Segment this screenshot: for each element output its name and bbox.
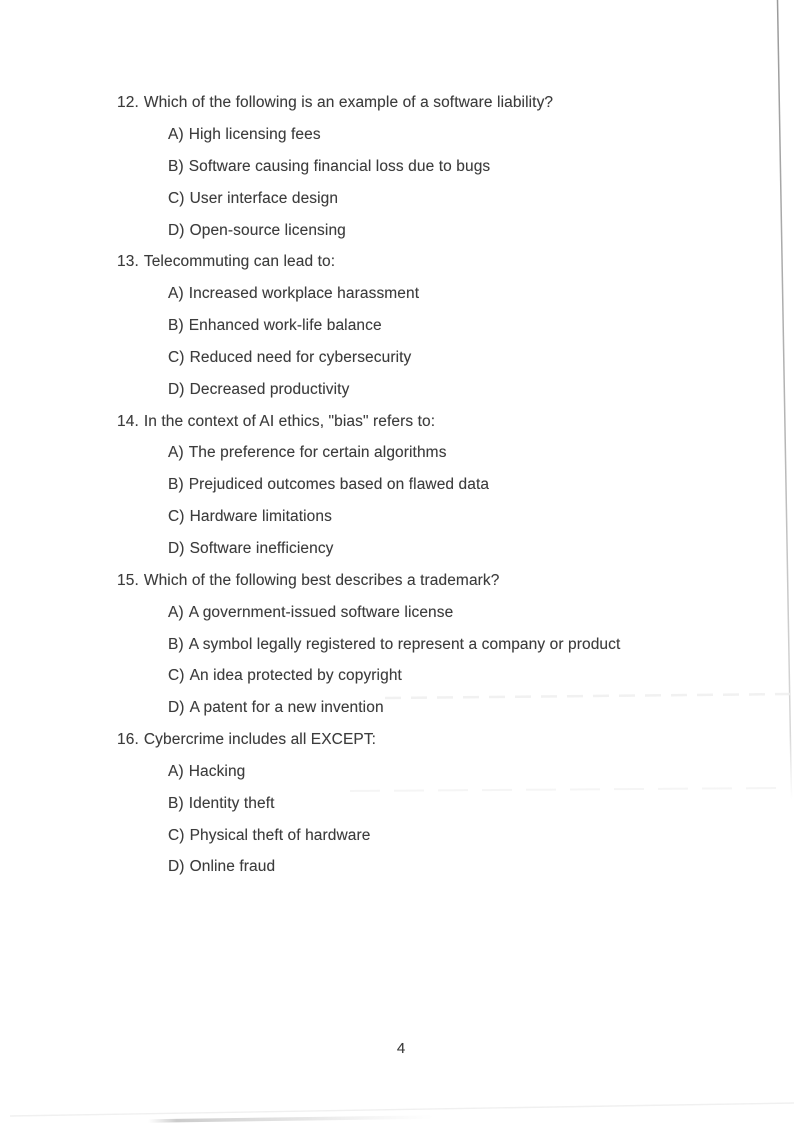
option-text: Enhanced work-life balance — [188, 317, 382, 335]
option-label: A) — [168, 762, 184, 780]
option-text: The preference for certain algorithms — [188, 444, 447, 462]
option-text: Open-source licensing — [189, 221, 346, 239]
option-label: C) — [168, 667, 185, 685]
option-label: A) — [168, 444, 184, 462]
option-text: Reduced need for cybersecurity — [189, 348, 412, 366]
option-text: Software inefficiency — [189, 539, 334, 557]
option-label: C) — [168, 348, 185, 366]
option-label: D) — [168, 539, 185, 557]
question-list — [0, 87, 794, 883]
question-number: 13. — [117, 253, 139, 271]
bottom-page-edge-line — [10, 1103, 794, 1116]
question-text: Telecommuting can lead to: — [143, 253, 336, 271]
question-text: Which of the following best describes a trademark? — [143, 571, 500, 589]
option-label: C) — [168, 189, 185, 207]
question-15-option-a — [0, 597, 794, 629]
question-number: 16. — [117, 731, 139, 749]
question-12-option-c — [0, 183, 794, 215]
question-12-option-d — [0, 214, 794, 246]
option-label: B) — [168, 476, 184, 494]
option-text: High licensing fees — [188, 126, 321, 144]
question-number: 15. — [117, 571, 139, 589]
question-number: 12. — [117, 94, 139, 112]
option-label: B) — [168, 794, 184, 812]
question-14 — [0, 405, 794, 437]
option-label: D) — [168, 858, 185, 876]
option-text: Identity theft — [188, 794, 275, 812]
option-label: A) — [168, 126, 184, 144]
question-16-option-b — [0, 788, 794, 820]
question-15-option-b — [0, 628, 794, 660]
option-text: A patent for a new invention — [189, 699, 384, 717]
option-text: A symbol legally registered to represent a company or product — [188, 635, 621, 653]
option-label: B) — [168, 157, 184, 175]
option-label: C) — [168, 826, 185, 844]
bottom-smudge — [148, 1117, 435, 1121]
question-14-option-a — [0, 437, 794, 469]
option-text: Physical theft of hardware — [189, 826, 371, 844]
option-text: User interface design — [189, 189, 339, 207]
question-text: Which of the following is an example of a software liability? — [143, 94, 554, 112]
option-text: An idea protected by copyright — [189, 667, 402, 685]
question-text: In the context of AI ethics, "bias" refers to: — [143, 412, 436, 430]
option-label: B) — [168, 635, 184, 653]
question-13-option-c — [0, 342, 794, 374]
option-label: A) — [168, 285, 184, 303]
question-13 — [0, 246, 794, 278]
question-12 — [0, 87, 794, 119]
option-label: D) — [168, 380, 185, 398]
option-text: Increased workplace harassment — [188, 285, 420, 303]
question-16-option-d — [0, 851, 794, 883]
question-14-option-d — [0, 533, 794, 565]
option-label: C) — [168, 508, 185, 526]
option-text: Decreased productivity — [189, 380, 350, 398]
question-number: 14. — [117, 412, 139, 430]
option-label: B) — [168, 317, 184, 335]
question-16-option-c — [0, 819, 794, 851]
question-14-option-c — [0, 501, 794, 533]
question-14-option-b — [0, 469, 794, 501]
option-label: D) — [168, 699, 185, 717]
question-15-option-c — [0, 660, 794, 692]
question-16-option-a — [0, 756, 794, 788]
option-text: Hardware limitations — [189, 508, 332, 526]
option-label: D) — [168, 221, 185, 239]
question-12-option-b — [0, 151, 794, 183]
question-15-option-d — [0, 692, 794, 724]
option-text: A government-issued software license — [188, 603, 454, 621]
question-15 — [0, 565, 794, 597]
option-text: Online fraud — [189, 858, 276, 876]
question-13-option-a — [0, 278, 794, 310]
option-text: Software causing financial loss due to bugs — [188, 157, 491, 175]
option-text: Prejudiced outcomes based on flawed data — [188, 476, 490, 494]
option-text: Hacking — [188, 762, 246, 780]
option-label: A) — [168, 603, 184, 621]
page-number: 4 — [396, 1040, 406, 1057]
question-13-option-d — [0, 374, 794, 406]
question-text: Cybercrime includes all EXCEPT: — [143, 731, 377, 749]
question-12-option-a — [0, 119, 794, 151]
question-13-option-b — [0, 310, 794, 342]
question-16 — [0, 724, 794, 756]
